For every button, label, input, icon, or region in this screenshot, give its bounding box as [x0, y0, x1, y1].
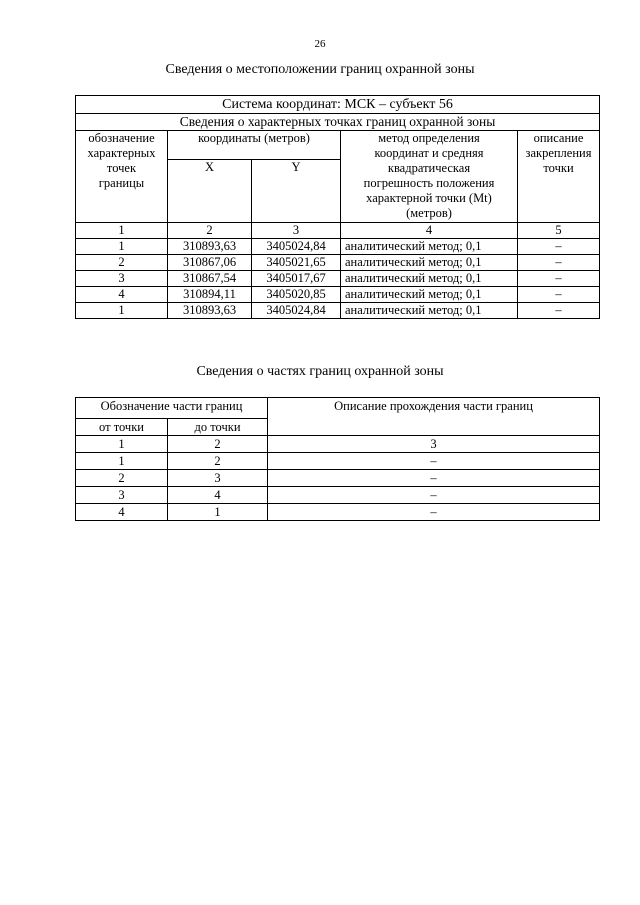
- x-header: X: [168, 160, 252, 223]
- table-row: [76, 398, 600, 419]
- table-row: 1 310893,63 3405024,84 аналитический метод; 0,1 –: [76, 239, 600, 255]
- table-row: [76, 114, 600, 131]
- table1-title: Сведения о местоположении границ охранной зоны: [165, 62, 475, 77]
- description-header: описание закрепления точки: [518, 131, 600, 223]
- method-header: метод определения координат и средняя квадратическая погрешность положения характерной точки (Mt) (метров): [341, 131, 518, 223]
- table-row: 3 4 –: [76, 487, 600, 504]
- part-designation-header: Обозначение части границ: [76, 398, 268, 419]
- table-row: 1 310893,63 3405024,84 аналитический метод; 0,1 –: [76, 303, 600, 319]
- column-numbers-row: 1 2 3 4 5: [76, 223, 600, 239]
- column-numbers-row: 1 2 3: [76, 436, 600, 453]
- coordinates-header: координаты (метров): [168, 131, 341, 160]
- to-point-header: до точки: [168, 419, 268, 436]
- table2-title: Сведения о частях границ охранной зоны: [196, 364, 444, 379]
- table-row: 2 310867,06 3405021,65 аналитический метод; 0,1 –: [76, 255, 600, 271]
- boundary-parts-table: [75, 397, 600, 521]
- table-row: 1 2 –: [76, 453, 600, 470]
- table-row: 3 310867,54 3405017,67 аналитический метод; 0,1 –: [76, 271, 600, 287]
- table-row: [76, 96, 600, 114]
- table-row: 4 1 –: [76, 504, 600, 521]
- page-number: 26: [314, 38, 326, 50]
- table-row: 2 3 –: [76, 470, 600, 487]
- y-header: Y: [252, 160, 341, 223]
- points-subtitle-header: Сведения о характерных точках границ охранной зоны: [76, 114, 600, 131]
- part-description-header: Описание прохождения части границ: [268, 398, 600, 436]
- table-row: 4 310894,11 3405020,85 аналитический метод; 0,1 –: [76, 287, 600, 303]
- boundary-points-table: [75, 95, 600, 319]
- point-designation-header: обозначение характерных точек границы: [76, 131, 168, 223]
- from-point-header: от точки: [76, 419, 168, 436]
- coordinate-system-header: Система координат: МСК – субъект 56: [76, 96, 600, 114]
- table-row: [76, 131, 600, 160]
